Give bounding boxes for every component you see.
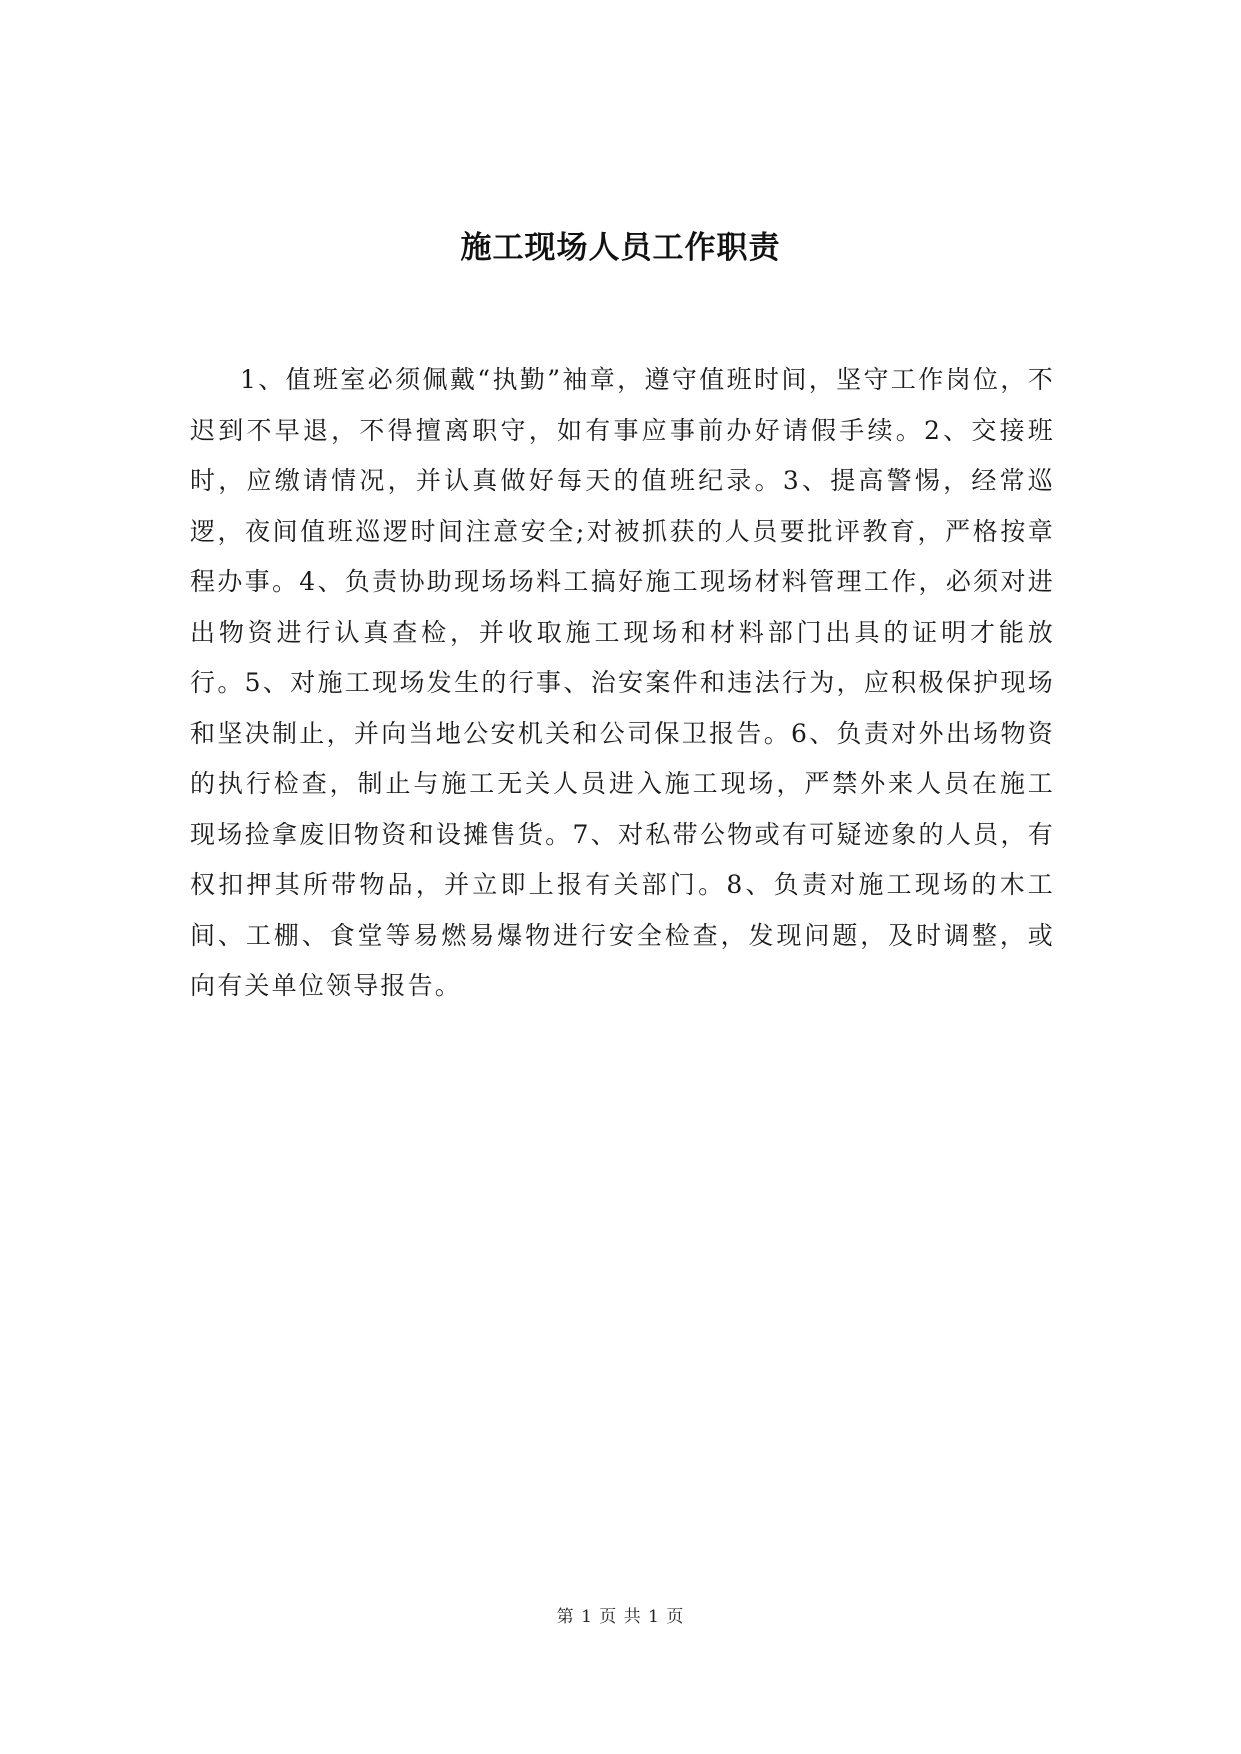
document-title: 施工现场人员工作职责 bbox=[460, 230, 781, 266]
page-number-footer: 第 1 页 共 1 页 bbox=[556, 1607, 685, 1627]
document-body-paragraph: 1、值班室必须佩戴“执勤”袖章，遵守值班时间，坚守工作岗位，不迟到不早退，不得擅离职守，如有事应事前办好请假手续。2、交接班时，应缴请情况，并认真做好每天的值班纪录。3、提高警惕，经常巡逻，夜间值班巡逻时间注意安全;对被抓获的人员要批评教育，严格按章程办事。4、负责协助现场场料工搞好施工现场材料管理工作，必须对进出物资进行认真查检，并收取施工现场和材料部门出具的证明才能放行。5、对施工现场发生的行事、治安案件和违法行为，应积极保护现场和坚决制止，并向当地公安机关和公司保卫报告。6、负责对外出场物资的执行检查，制止与施工无关人员进入施工现场，严禁外来人员在施工现场捡拿废旧物资和设摊售货。7、对私带公物或有可疑迹象的人员，有权扣押其所带物品，并立即上报有关部门。8、负责对施工现场的木工间、工棚、食堂等易燃易爆物进行安全检查，发现问题，及时调整，或向有关单位领导报告。 bbox=[190, 365, 1055, 1000]
